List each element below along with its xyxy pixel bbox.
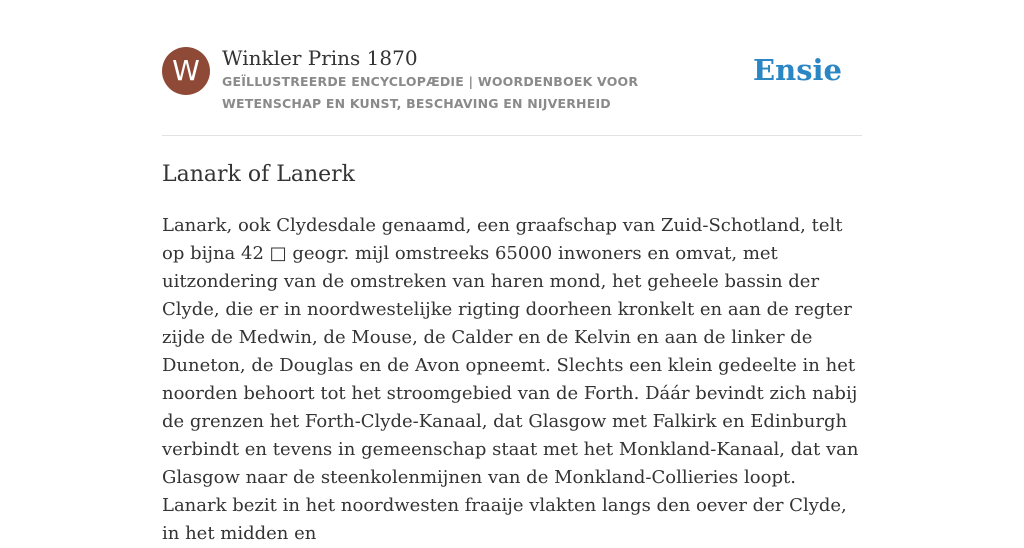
header-divider <box>162 135 862 136</box>
article-title: Lanark of Lanerk <box>162 162 355 187</box>
publication-header <box>162 46 862 136</box>
article-body: Lanark, ook Clydesdale genaamd, een graafschap van Zuid-Schotland, telt op bijna 42 □ geogr. mijl omstreeks 65000 inwoners en omvat, met uitzondering van de omstreken van haren mond, het geheele bassin der Clyde, die er in noordwestelijke rigting doorheen kronkelt en aan de regter zijde de Medwin, de Mouse, de Calder en de Kelvin en aan de linker de Duneton, de Douglas en de Avon opneemt. Slechts een klein gedeelte in het noorden behoort tot het stroomgebied van de Forth. Dáár bevindt zich nabij de grenzen het Forth-Clyde-Kanaal, dat Glasgow met Falkirk en Edinburgh verbindt en tevens in gemeenschap staat met het Monkland-Kanaal, dat van Glasgow naar de steenkolenmijnen van de Monkland-Collieries loopt. Lanark bezit in het noordwesten fraaije vlakten langs den oever der Clyde, in het midden en <box>162 215 859 544</box>
publication-subtitle: GEÏLLUSTREERDE ENCYCLOPÆDIE | WOORDENBOEK VOOR WETENSCHAP EN KUNST, BESCHAVING EN NIJVERHEID <box>222 74 639 111</box>
publication-title[interactable]: Winkler Prins 1870 <box>222 46 418 70</box>
ensie-logo[interactable]: Ensie <box>753 53 842 87</box>
publication-avatar[interactable]: W <box>162 47 210 95</box>
